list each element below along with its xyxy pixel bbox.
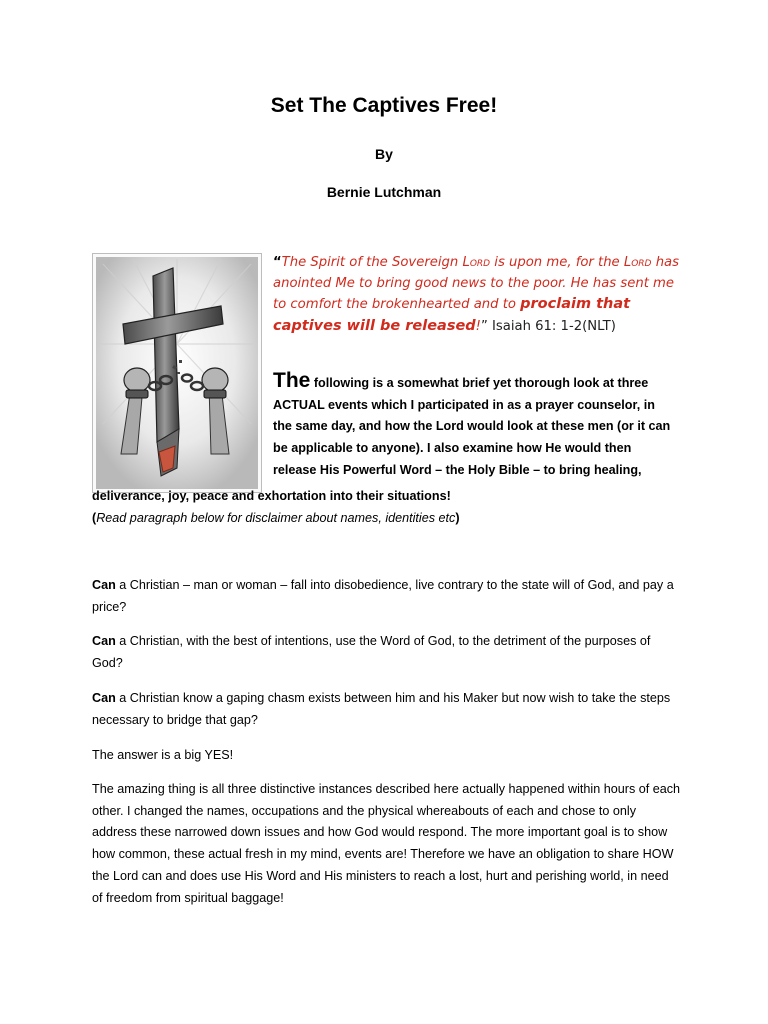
quote-emphasis: proclaim that captives will be released [273,296,631,334]
quote-close: ! [475,318,481,334]
question-paragraph [92,575,682,618]
quote-open-mark: “ [273,255,282,270]
quote-reference: Isaiah 61: 1-2(NLT) [487,318,616,334]
question-lead: Can [92,691,116,705]
intro-text: following is a somewhat brief yet thorough look at three ACTUAL events which I participated in as a prayer counselor, in the same day, and how the Lord would look at these men (or it can be applicable to anyone). I also examine how He would then release His Powerful Word – the Holy Bible – to bring healing, [273,376,671,477]
disclaimer-note [92,508,692,530]
byline-label: By [375,146,393,162]
scripture-quote [273,253,683,337]
quote-text-part3: has anointed Me to bring good news to the poor. He has sent me to comfort the brokenhearted and to [273,255,680,312]
quote-text-part1: The Spirit of the Sovereign [281,255,463,270]
question-text: a Christian know a gaping chasm exists between him and his Maker but now wish to take the steps necessary to bridge that gap? [92,691,671,727]
disclaimer-text: Read paragraph below for disclaimer about names, identities etc [96,511,456,525]
disclaimer-open: ( [92,511,97,525]
intro-dropcap: The [273,369,311,392]
question-text: a Christian – man or woman – fall into disobedience, live contrary to the state will of God, and pay a price? [92,578,674,614]
cross-broken-chains-icon [92,253,262,493]
question-paragraph [92,688,682,731]
closing-paragraph: The amazing thing is all three distinctive instances described here actually happened within hours of each other. I changed the names, occupations and the physical whereabouts of each and chose to only address these narrowed down issues and how God would respond. The more important goal is to show how common, these actual fresh in my mind, events are! Therefore we have an obligation to share HOW the Lord can and does use His Word and His ministers to reach a lost, hurt and perishing world, in need of freedom from spiritual baggage! [92,782,681,905]
quote-text-part2: is upon me, for the [490,255,624,270]
answer-paragraph: The answer is a big YES! [92,748,234,762]
quote-close-mark: ” [480,318,488,334]
quote-lord-1: Lord [462,255,491,270]
disclaimer-close: ) [455,511,460,525]
quote-lord-2: Lord [623,255,652,270]
intro-paragraph [273,370,673,482]
question-paragraph [92,631,682,674]
intro-continued: deliverance, joy, peace and exhortation into their situations! [92,489,451,503]
question-text: a Christian, with the best of intentions, use the Word of God, to the detriment of the purposes of God? [92,634,651,670]
cross-illustration [93,254,261,492]
document-title: Set The Captives Free! [270,94,498,117]
question-lead: Can [92,578,116,592]
author-name: Bernie Lutchman [326,184,442,200]
question-lead: Can [92,634,116,648]
